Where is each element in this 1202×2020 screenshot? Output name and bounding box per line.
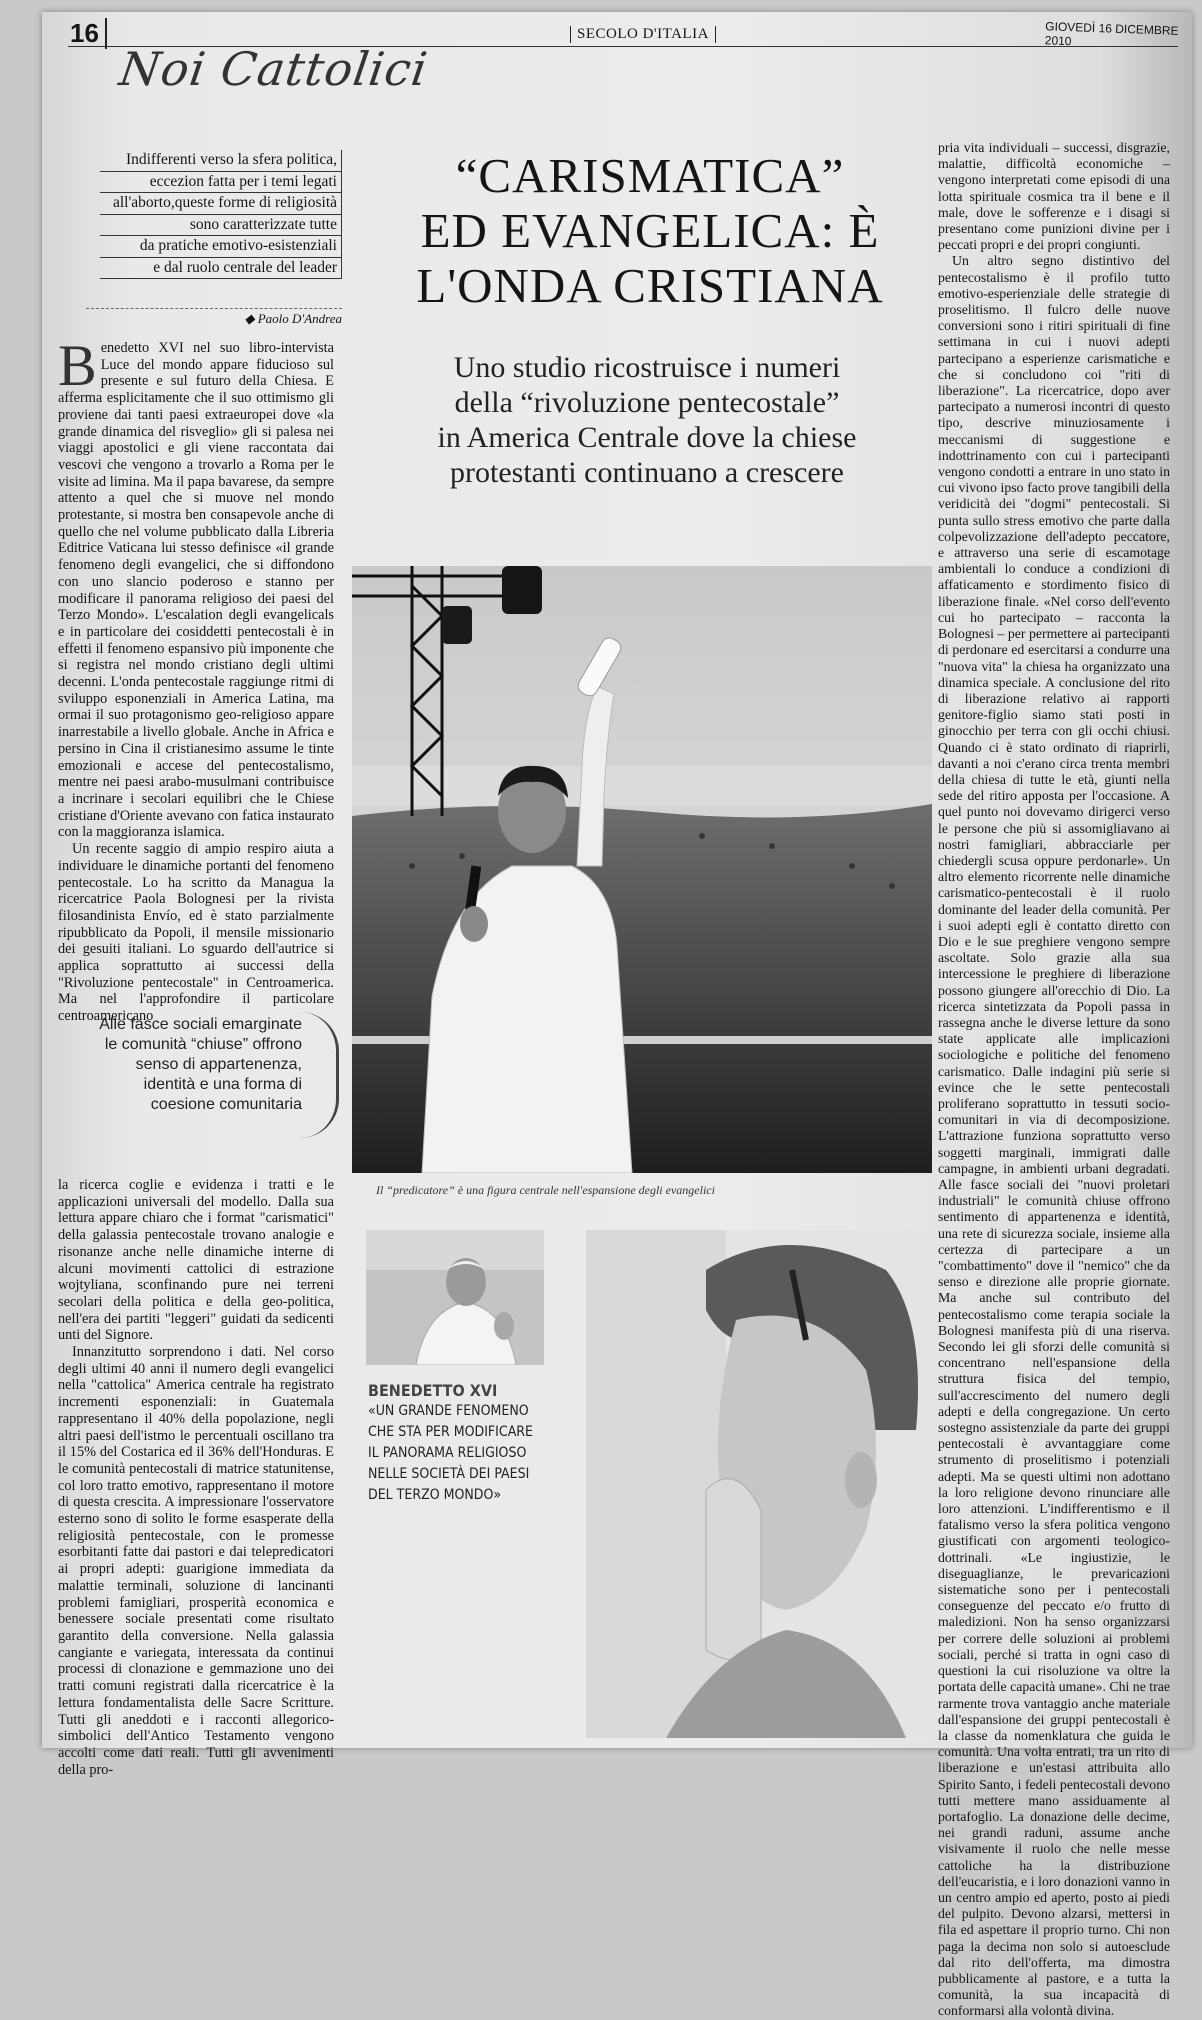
summary-line: sono caratterizzate tutte <box>100 215 342 237</box>
pope-quote-box <box>368 1380 546 1506</box>
page-number: 16 <box>70 18 107 49</box>
headline-line: “CARISMATICA” <box>455 148 845 203</box>
headline-line: ED EVANGELICA: È <box>420 203 880 258</box>
issue-date: GIOVEDÌ 16 DICEMBRE 2010 <box>1044 19 1179 49</box>
praying-woman-illustration <box>586 1230 926 1738</box>
body-paragraph: la ricerca coglie e evidenza i tratti e le applicazioni universali del modello. Dalla sua lettura appare chiaro che i format "carismatici" della galassia pentecostale trovano analogie e risonanze anche nelle dinamiche interne di alcuni movimenti cattolici di estrazione wojtyliana, sconfinando pure nei terreni secolari della politica e della geo-politica, nell'era dei partiti "leggeri" guidati da sedicenti unti del Signore. <box>58 1177 334 1344</box>
summary-line: eccezion fatta per i temi legati <box>100 172 342 194</box>
author-name: Paolo D'Andrea <box>257 311 342 326</box>
summary-line: Indifferenti verso la sfera politica, <box>100 150 342 172</box>
pope-photo-illustration <box>366 1230 544 1365</box>
body-paragraph: Un recente saggio di ampio respiro aiuta a individuare le dinamiche portanti del fenomeno pentecostale. Lo ha scritto da Managua la ricercatrice Paola Bolognesi per la rivista filosandinista Envío, ed è stato parzialmente ripubblicato da Popoli, il mensile missionario dei gesuiti italiani. Lo sguardo dell'autrice si applica soprattutto ai successi della "Rivoluzione pentecostale" in Centroamerica. Ma nel l'approfondire il particolare centroamericano <box>58 841 334 1025</box>
pope-name: BENEDETTO XVI <box>368 1381 498 1400</box>
pull-quote-bracket <box>300 1012 339 1138</box>
pope-photo <box>366 1230 544 1365</box>
paragraph-text: enedetto XVI nel suo libro-intervista Luce del mondo appare fiducioso sul presente e sul futuro della Chiesa. E afferma esplicitamente che il suo ottimismo gli proviene dai tanti paesi extraeuropei dove «la grande dinamica del risveglio» gli si palesa nei viaggi apostolici e gli viene raccontata dai vescovi che vengono a trovarlo a Roma per le visite ad limina. Ma il papa bavarese, da sempre attento a quel che si muove nel mondo protestante, si mostra ben consapevole anche di quello che nel volume pubblicato dalla Libreria Editrice Vaticana lui stesso definisce «il grande fenomeno degli evangelici, che si diffondono con uno slancio poderoso e stanno per modificare il panorama religioso dei paesi del Terzo Mondo». L'escalation degli evangelicals e in particolare dei cosiddetti pentecostali è in effetti il fenomeno espansivo più imponente che si registra nel mondo cristiano degli ultimi decenni. L'onda pentecostale raggiunge ritmi di sviluppo esponenziali in America Latina, ma ormai il suo protagonismo geo-religioso appare inarrestabile a livello globale. Anche in Africa e persino in Cina il cristianesimo assume le tinte emozionali e accese del pentecostalismo, mentre nei paesi arabo-musulmani contribuisce a incrinare i secolari equilibri che le Chiese cristiane d'Oriente avevano con fatica instaurato con la maggioranza islamica. <box>58 340 334 841</box>
pope-quote: «UN GRANDE FENOMENO CHE STA PER MODIFICARE IL PANORAMA RELIGIOSO NELLE SOCIETÀ DEI PAESI DEL TERZO MONDO» <box>368 1403 534 1503</box>
subheadline-line: Uno studio ricostruisce i numeri <box>453 351 841 384</box>
photo-caption: Il “predicatore” è una figura centrale nell'espansione degli evangelici <box>376 1183 715 1197</box>
preacher-photo-illustration <box>352 566 932 1173</box>
body-paragraph: Innanzitutto sorprendono i dati. Nel corso degli ultimi 40 anni il numero degli evangelici nella "cattolica" America centrale ha registrato incrementi esponenziali: in Guatemala rappresentano il 40% della popolazione, negli altri paesi dell'istmo le percentuali oscillano tra il 15% del Costarica ed il 36% dell'Honduras. E le comunità pentecostali di matrice statunitense, col loro tratto emotivo, rappresentano il motore di questa crescita. A impressionare l'osservatore esterno sono di solito le forme esasperate della religiosità pentecostale, con le promesse esorbitanti fatte dai pastori e dai telepredicatori ai propri adepti: guarigione immediata da malattie terminali, soluzione di lancinanti problemi famigliari, prosperità economica e benessere sociale presentati come risultato garantito della conversione. Nella galassia cangiante e variegata, interessata da continui processi di clonazione e gemmazione uno dei tratti comuni registrati dalla ricercatrice è la lettura fondamentalista delle Sacre Scritture. Tutti gli aneddoti e i racconti allegorico-simbolici dell'Antico Testamento vengono accolti come dati reali. Tutti gli avvenimenti della pro- <box>58 1344 334 1778</box>
newspaper-name: SECOLO D'ITALIA <box>570 26 716 43</box>
summary-line: all'aborto,queste forme di religiosità <box>100 193 342 215</box>
subheadline-line: protestanti continuano a crescere <box>450 456 844 489</box>
subheadline <box>352 350 942 490</box>
section-title: Noi Cattolici <box>116 42 432 96</box>
body-column-1-continued <box>58 1177 334 1778</box>
body-column-1 <box>58 333 334 1025</box>
subheadline-line: della “rivoluzione pentecostale” <box>454 386 840 419</box>
article-summary <box>86 150 342 279</box>
body-paragraph: pria vita individuali – successi, disgrazie, malattie, difficoltà economiche – vengono interpretati come episodi di una lotta spirituale cosmica tra il bene e il male, dove le sofferenze e i disagi si presentano come punizioni divine per i peccati propri e dei propri congiunti. <box>938 140 1170 253</box>
summary-line: da pratiche emotivo-esistenziali <box>100 236 342 258</box>
body-paragraph <box>58 333 334 841</box>
pull-quote: Alle fasce sociali emarginate le comunità “chiuse” offrono senso di appartenenza, identità e una forma di coesione comunitaria <box>99 1016 302 1113</box>
headline <box>360 148 940 313</box>
summary-line: e dal ruolo centrale del leader <box>100 258 342 280</box>
preacher-photo <box>352 566 932 1173</box>
subheadline-line: in America Centrale dove la chiese <box>437 421 857 454</box>
headline-line: L'ONDA CRISTIANA <box>416 258 884 313</box>
praying-woman-photo <box>586 1230 926 1738</box>
author-byline: ◆ Paolo D'Andrea <box>86 308 342 327</box>
body-column-3 <box>938 140 1170 2020</box>
drop-cap: B <box>58 333 97 398</box>
body-paragraph: Un altro segno distintivo del pentecostalismo è il profilo tutto emotivo-esperienziale delle strategie di proselitismo. Il fulcro delle nuove conversioni sono i ritiri spirituali di fine settimana in cui i nuovi adepti partecipano a esperienze carismatiche e che si concludono coi "riti di liberazione". La ricercatrice, dopo aver partecipato a numerosi incontri di questo tipo, descrive minuziosamente i meccanismi di suggestione e indottrinamento con cui i partecipanti vengono condotti a entrare in uno stato in cui vivono ipso facto prove tangibili della veridicità dei "dogmi" pentecostali. Si punta sullo stress emotivo che parte dalla colpevolizzazione dell'adepto peccatore, e attraverso una serie di escamotage ambientali lo conduce a condizioni di affaticamento e stordimento fisico di liberazione finale. «Nel corso dell'evento cui ho partecipato – racconta la Bolognesi – per permettere ai partecipanti di perdonare ed esercitarsi a condurre una "nuova vita" la chiesa ha organizzato una dinamica speciale. A conclusione del rito di liberazione relativo ai rapporti genitore-figlio siamo stati posti in ginocchio per terra con gli occhi chiusi. Quando ci è stato ordinato di riaprirli, davanti a noi c'erano circa trenta membri della chiesa di tutte le età, giunti nella sede del ritiro apposta per l'occasione. A quel punto noi dovevamo dirigerci verso le persone che più si assomigliavano ai nostri famigliari, abbracciarle per chiedergli scusa oppure perdonarle». Un altro elemento ricorrente nelle dinamiche carismatico-pentecostali è il ruolo dominante del leader della comunità. Per i suoi adepti egli è contatto diretto con Dio e le sue preghiere vengono sempre ascoltate. Solo grazie alla sua intercessione le preghiere di liberazione possono giungere all'orecchio di Dio. La ricerca sintetizzata da Popoli passa in rassegna anche le diverse letture da sono state applicate alle implicazioni sociologiche e politiche del fenomeno carismatico. Dalle indagini più serie si evince che le sette pentecostali proliferano soprattutto in tessuti socio-comunitari in via di decomposizione. L'attrazione funziona soprattutto verso soggetti marginali, immigrati dalle campagne, in ambienti urbani degradati. Alle fasce sociali dei "nuovi proletari industriali" le comunità chiuse offrono sentimento di appartenenza e identità, una rete di sicurezza sociale, insieme alla certezza di partecipare a un "combattimento" dove il "nemico" che da senso e direzione alle proprie giornate. Ma anche sul contributo del pentecostalismo come terapia sociale la Bolognesi manifesta più di una riserva. Secondo lei gli sforzi delle comunità si concentrano nell'espansione della struttura fisica del tempio, sull'accrescimento del numero degli adepti e della congregazione. Un certo sostegno assistenziale da parte dei gruppi pentecostali è avvantaggiare come strumento di proselitismo i potenziali adepti. Ma se questi ultimi non adottano la loro religione devono rinunciare alle loro attenzioni. L'indifferentismo e il fatalismo verso la sfera politica vengono giustificati con argomenti teologico-dottrinali. «Le ingiustizie, le diseguaglianze, le prevaricazioni sistematiche sono per i pentecostali conseguenze del peccato e/o frutto di maledizioni. Non ha senso organizzarsi per correre delle soluzioni ai problemi sociali, perché si tratta in ogni caso di questioni la cui risoluzione va oltre la portata delle capacità umane». Chi ne trae rarmente trova vantaggio anche materiale dall'espansione dei gruppi pentecostali è la classe da nomenklatura che guida le comunità. Una volta entrati, tra un rito di liberazione e un'estasi attribuita allo Spirito Santo, i fedeli pentecostali devono tutti mettere mano assiduamente al portafoglio. La donazione delle decime, nei grandi raduni, assume anche visivamente il ruolo che nelle messe cattoliche ha la distribuzione dell'eucaristia, e i loro donazioni vanno in un centro ampio ed aperto, posto ai piedi del pulpito. Devono alzarsi, mettersi in fila ed aspettare il proprio turno. Chi non paga la decima non solo si autoesclude dal rito dell'offerta, ma dimostra pubblicamente al pastore, e a tutta la comunità, la sua incapacità di conformarsi alla volontà divina. <box>938 253 1170 2019</box>
